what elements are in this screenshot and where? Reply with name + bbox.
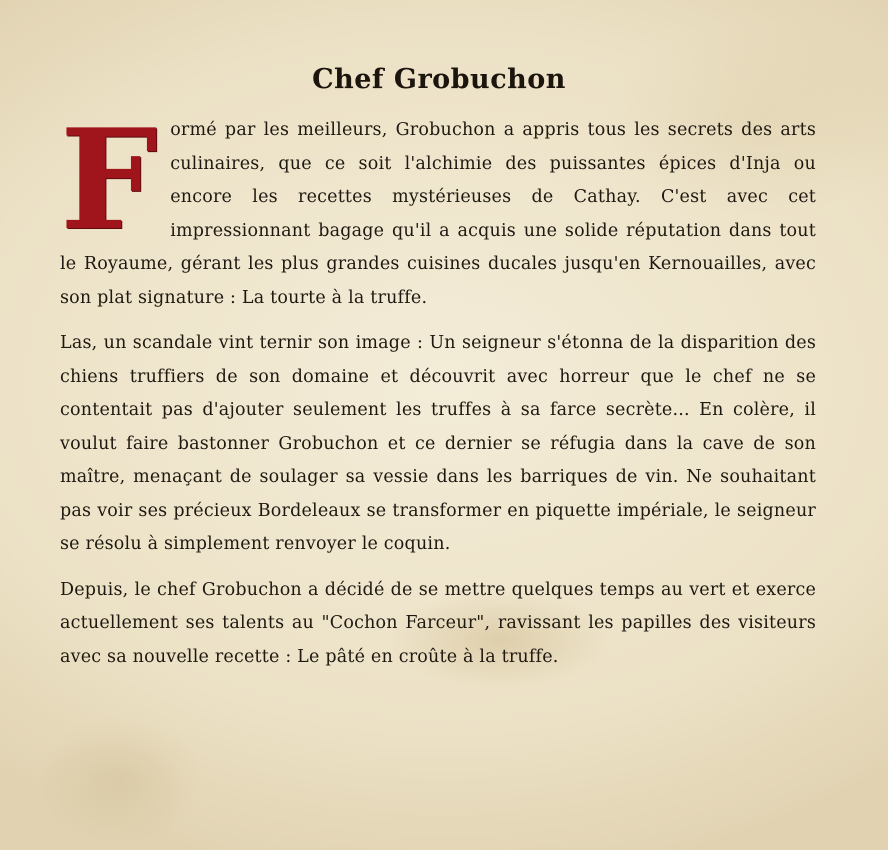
drop-cap-initial: F <box>60 98 159 261</box>
paragraph-3: Depuis, le chef Grobuchon a décidé de se mettre quelques temps au vert et exerce actuellement ses talents au "Cochon Farceur", ravissant les papilles des visiteurs avec sa nouvelle recette : Le pâté en croûte à la truffe. <box>60 579 816 667</box>
page-title: Chef Grobuchon <box>312 64 566 95</box>
paragraph-2: Las, un scandale vint ternir son image : Un seigneur s'étonna de la disparition des chiens truffiers de son domaine et découvrit avec horreur que le chef ne se contentait pas d'ajouter seulement les truffes à sa farce secrète... En colère, il voulut faire bastonner Grobuchon et ce dernier se réfugia dans la cave de son maître, menaçant de soulager sa vessie dans les barriques de vin. Ne souhaitant pas voir ses précieux Bordeleaux se transformer en piquette impériale, le seigneur se résolu à simplement renvoyer le coquin. <box>60 333 816 554</box>
paragraph-1 <box>60 98 816 315</box>
paragraph-1-text: ormé par les meilleurs, Grobuchon a appris tous les secrets des arts culinaires, que ce soit l'alchimie des puissantes épices d'Inja ou encore les recettes mystérieuses de Cathay. C'est avec cet impressionnant bagage qu'il a acquis une solide réputation dans tout le Royaume, gérant les plus grandes cuisines ducales jusqu'en Kernouailles, avec son plat signature : La tourte à la truffe. <box>60 120 816 308</box>
